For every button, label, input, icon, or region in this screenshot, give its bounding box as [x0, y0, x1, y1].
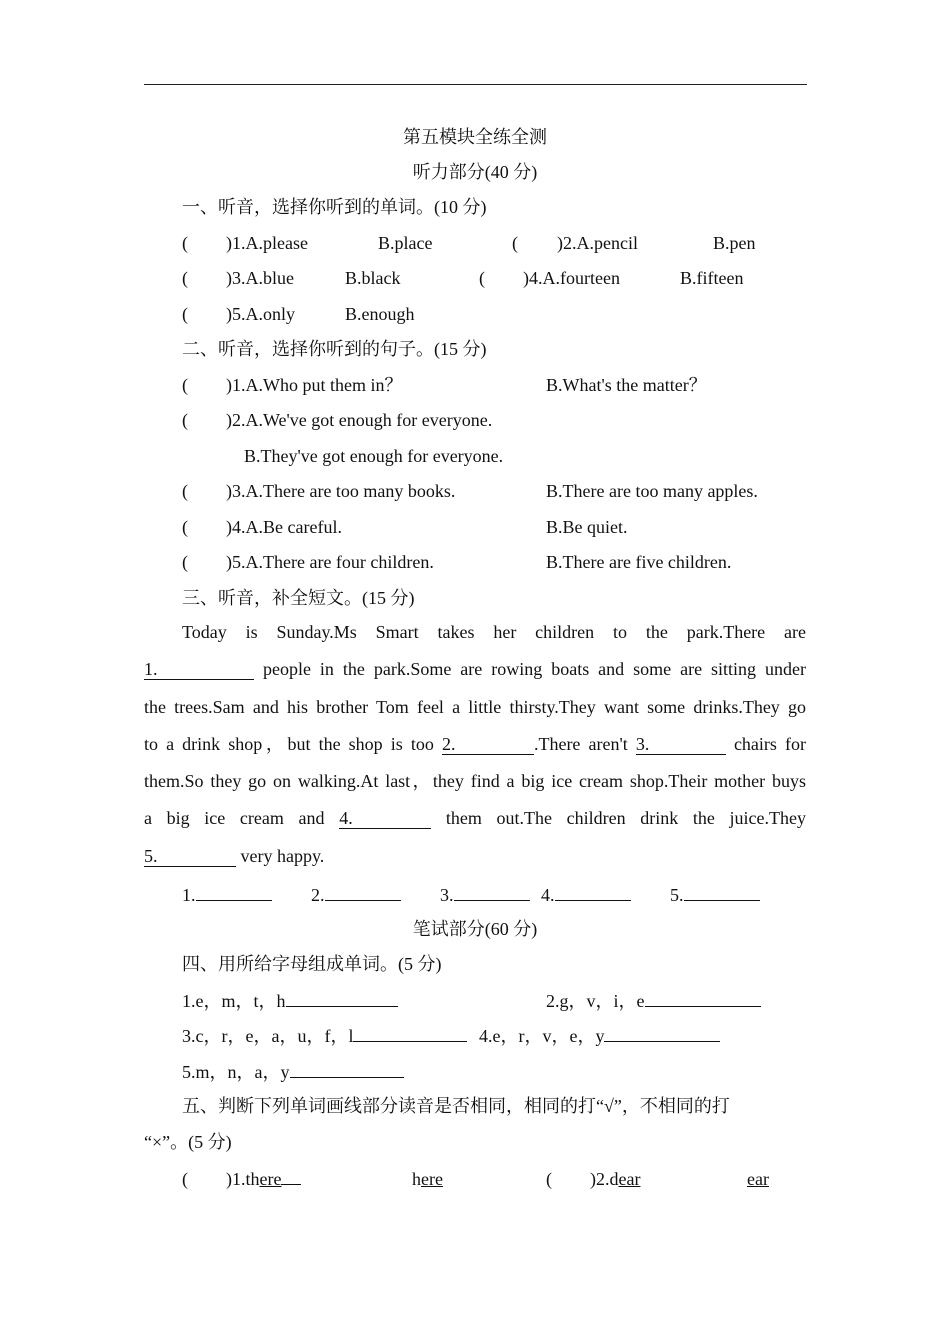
s1-item4: )4.A.fourteen [523, 268, 620, 288]
paren-left: ( [182, 552, 188, 572]
passage-line [144, 614, 806, 651]
s4-item5: 5.m，n，a，y [182, 1059, 404, 1084]
passage-text: very happy. [236, 845, 325, 866]
s2-item1-a: )1.A.Who put them in？ [226, 375, 403, 395]
paren-left: ( [479, 268, 485, 288]
answer-blank[interactable] [684, 882, 760, 901]
s2-item3-b: B.There are too many apples. [546, 481, 758, 501]
s2-item3-a: )3.A.There are too many books. [226, 481, 456, 501]
answer-blank[interactable] [555, 882, 631, 901]
s4-item3: 3.c，r，e，a，u，f，l [182, 1023, 467, 1048]
answer-3: 3. [440, 882, 530, 907]
cloze-passage [144, 614, 806, 875]
answer-5: 5. [670, 882, 760, 907]
s2-item2-b: B.They've got enough for everyone. [244, 446, 504, 466]
s5-row1 [182, 1167, 802, 1191]
s2-row4 [182, 515, 802, 539]
paren-left: ( [182, 1169, 188, 1189]
passage-line [144, 838, 806, 875]
blank-5[interactable]: 5. [144, 846, 236, 867]
paren-left: ( [182, 304, 188, 324]
s4-item2: 2.g，v，i，e [546, 988, 761, 1013]
s1-row2 [182, 266, 782, 290]
s2-row1 [182, 373, 802, 397]
word-blank[interactable] [604, 1023, 720, 1042]
passage-text: to a drink shop，but the shop is too [144, 733, 442, 754]
header-rule [144, 84, 807, 85]
s2-item4-b: B.Be quiet. [546, 517, 628, 537]
answer-row [182, 882, 802, 906]
s2-item2-a: )2.A.We've got enough for everyone. [226, 410, 493, 430]
section1-heading: 一、听音，选择你听到的单词。(10 分) [182, 197, 487, 217]
passage-text: them.So they go on walking.At last，they find a big ice cream shop.Their mother buys [144, 771, 806, 792]
passage-text: Today is Sunday.Ms Smart takes her children to the park.There are [182, 622, 806, 642]
s5-item1-word2: here [412, 1169, 443, 1189]
section2-heading: 二、听音，选择你听到的句子。(15 分) [182, 339, 487, 359]
passage-line [144, 726, 806, 763]
s1-item1-b: B.place [378, 233, 433, 253]
passage-line [144, 689, 806, 726]
answer-blank[interactable] [196, 882, 272, 901]
s1-item3: )3.A.blue [226, 268, 294, 288]
s1-row3 [182, 302, 782, 326]
section5-heading-cont: “×”。(5 分) [144, 1132, 232, 1152]
passage-text: a big ice cream and [144, 808, 340, 829]
word-blank[interactable] [645, 988, 761, 1007]
s2-row5 [182, 550, 802, 574]
answer-1: 1. [182, 882, 272, 907]
s2-item5-a: )5.A.There are four children. [226, 552, 434, 572]
passage-line [144, 800, 806, 837]
paren-left: ( [182, 410, 188, 430]
blank-4[interactable]: 4. [339, 808, 431, 829]
passage-text: them out.The children drink the juice.They [431, 808, 807, 829]
s5-item2-word1: )2.dear [590, 1169, 641, 1189]
s1-item2-b: B.pen [713, 233, 756, 253]
section4-heading: 四、用所给字母组成单词。(5 分) [182, 954, 442, 974]
passage-text: people in the park.Some are rowing boats and some are sitting under [254, 659, 806, 680]
writing-header: 笔试部分(60 分) [412, 919, 538, 939]
paren-left: ( [546, 1169, 552, 1189]
passage-line [144, 763, 806, 800]
paren-left: ( [182, 268, 188, 288]
passage-line [144, 651, 806, 688]
s2-item4-a: )4.A.Be careful. [226, 517, 342, 537]
listening-header: 听力部分(40 分) [412, 162, 538, 182]
word-blank[interactable] [353, 1023, 467, 1042]
s1-item4-b: B.fifteen [680, 268, 744, 288]
s2-item1-b: B.What's the matter？ [546, 375, 707, 395]
paren-left: ( [182, 481, 188, 501]
s2-item5-b: B.There are five children. [546, 552, 732, 572]
answer-blank[interactable] [325, 882, 401, 901]
blank-1[interactable]: 1. [144, 659, 254, 680]
s5-item2-word2: ear [747, 1169, 769, 1189]
blank-2[interactable]: 2. [442, 734, 534, 755]
answer-blank[interactable] [454, 882, 530, 901]
paren-left: ( [512, 233, 518, 253]
s1-item1: )1.A.please [226, 233, 308, 253]
page-title: 第五模块全练全测 [403, 127, 547, 147]
s4-item1: 1.e，m，t，h [182, 988, 398, 1013]
s1-item2: )2.A.pencil [557, 233, 638, 253]
s1-item5: )5.A.only [226, 304, 295, 324]
blank-3[interactable]: 3. [636, 734, 726, 755]
paren-left: ( [182, 233, 188, 253]
s2-row3 [182, 479, 802, 503]
section3-heading: 三、听音，补全短文。(15 分) [182, 588, 415, 608]
s5-item1-word1: )1.there [226, 1167, 301, 1191]
section5-heading: 五、判断下列单词画线部分读音是否相同，相同的打“√”，不相同的打 [182, 1096, 730, 1116]
s4-row1 [182, 988, 802, 1012]
s1-item3-b: B.black [345, 268, 401, 288]
s4-row3 [182, 1059, 802, 1083]
answer-2: 2. [311, 882, 401, 907]
answer-4: 4. [541, 882, 631, 907]
paren-left: ( [182, 375, 188, 395]
paren-left: ( [182, 517, 188, 537]
word-blank[interactable] [290, 1059, 404, 1078]
s4-item4: 4.e，r，v，e，y [479, 1023, 720, 1048]
s4-row2 [182, 1023, 802, 1047]
word-blank[interactable] [286, 988, 398, 1007]
passage-text: chairs for [725, 733, 807, 754]
s1-row1 [182, 231, 782, 255]
passage-text: the trees.Sam and his brother Tom feel a little thirsty.They want some drinks.They go [144, 696, 806, 717]
passage-text: .There aren't [533, 733, 636, 754]
s2-row2 [182, 408, 802, 432]
s1-item5-b: B.enough [345, 304, 415, 324]
